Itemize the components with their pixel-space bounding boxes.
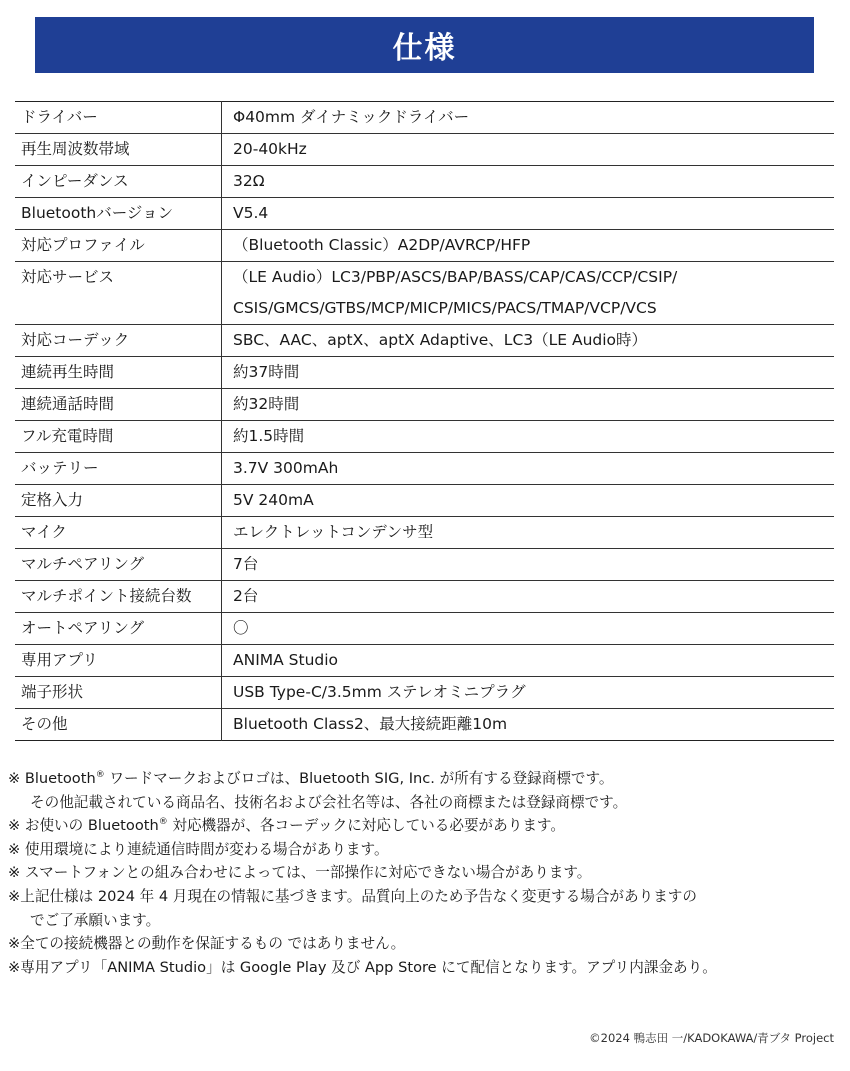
note-trademark-text-b: ワードマークおよびロゴは、Bluetooth SIG, Inc. が所有する登録商標です。: [104, 770, 614, 787]
spec-value: [222, 549, 835, 581]
spec-value-line: 3.7V 300mAh: [233, 459, 339, 477]
spec-row: [15, 357, 834, 389]
spec-value: [222, 230, 835, 262]
spec-label: 連続通話時間: [15, 389, 222, 421]
spec-value-line: Bluetooth Class2、最大接続距離10m: [233, 715, 508, 733]
spec-value-line: ANIMA Studio: [233, 651, 339, 669]
spec-row: [15, 709, 834, 741]
spec-label: フル充電時間: [15, 421, 222, 453]
spec-label: バッテリー: [15, 453, 222, 485]
spec-value: [222, 677, 835, 709]
spec-value-line: エレクトレットコンデンサ型: [233, 523, 434, 541]
note-app: ※専用アプリ「ANIMA Studio」は Google Play 及び App Store にて配信となります。アプリ内課金あり。: [8, 958, 717, 976]
spec-value-line: USB Type-C/3.5mm ステレオミニプラグ: [233, 683, 526, 701]
spec-value-line: V5.4: [233, 204, 269, 222]
spec-label: 定格入力: [15, 485, 222, 517]
registered-mark: ®: [95, 770, 105, 781]
spec-label: マルチペアリング: [15, 549, 222, 581]
spec-table-body: [15, 102, 834, 741]
note-trademark-text-a: ※ Bluetooth: [8, 770, 96, 787]
spec-value: [222, 389, 835, 421]
spec-value-line: 32Ω: [233, 172, 265, 190]
spec-value-line: 約37時間: [233, 363, 300, 381]
spec-value-line: 2台: [233, 587, 259, 605]
spec-value: [222, 262, 835, 325]
spec-label: Bluetoothバージョン: [15, 198, 222, 230]
spec-label: オートペアリング: [15, 613, 222, 645]
spec-row: [15, 645, 834, 677]
spec-row: [15, 613, 834, 645]
title-banner: [35, 17, 814, 73]
spec-label: インピーダンス: [15, 166, 222, 198]
spec-row: [15, 198, 834, 230]
spec-label: その他: [15, 709, 222, 741]
spec-value: [222, 709, 835, 741]
spec-label: マイク: [15, 517, 222, 549]
spec-value-line: Φ40mm ダイナミックドライバー: [233, 108, 470, 126]
spec-row: [15, 230, 834, 262]
spec-label: 再生周波数帯域: [15, 134, 222, 166]
spec-value: [222, 421, 835, 453]
spec-table: [15, 101, 834, 741]
note-smartphone: ※ スマートフォンとの組み合わせによっては、一部操作に対応できない場合があります。: [8, 864, 592, 882]
spec-value: [222, 325, 835, 357]
note-usage-environment: ※ 使用環境により連続通信時間が変わる場合があります。: [8, 840, 389, 858]
spec-value-line: （Bluetooth Classic）A2DP/AVRCP/HFP: [233, 236, 531, 254]
spec-row: [15, 325, 834, 357]
spec-label: 対応コーデック: [15, 325, 222, 357]
spec-value: [222, 485, 835, 517]
copyright-text: ©2024 鴨志田 一/KADOKAWA/青ブタ Project: [589, 1031, 834, 1045]
spec-row: [15, 166, 834, 198]
note-spec-date: ※上記仕様は 2024 年 4 月現在の情報に基づきます。品質向上のため予告なく変更する場合がありますの: [8, 887, 697, 905]
spec-value: [222, 102, 835, 134]
spec-row: [15, 134, 834, 166]
spec-value-line: （LE Audio）LC3/PBP/ASCS/BAP/BASS/CAP/CAS/CCP/CSIP/: [233, 268, 678, 286]
spec-value: [222, 134, 835, 166]
spec-row: [15, 485, 834, 517]
spec-label: 対応サービス: [15, 262, 222, 325]
spec-value-line: 約32時間: [233, 395, 300, 413]
note-spec-date-continued: でご了承願います。: [30, 911, 161, 929]
spec-row: [15, 421, 834, 453]
note-codec-text-a: ※ お使いの Bluetooth: [8, 817, 159, 835]
spec-value: [222, 613, 835, 645]
spec-row: [15, 453, 834, 485]
spec-label: 連続再生時間: [15, 357, 222, 389]
spec-value: [222, 166, 835, 198]
spec-value: [222, 357, 835, 389]
note-trademark: [8, 767, 844, 791]
note-trademark-continued: その他記載されている商品名、技術名および会社名等は、各社の商標または登録商標です。: [30, 793, 628, 811]
spec-label: 対応プロファイル: [15, 230, 222, 262]
note-codec-text-b: 対応機器が、各コーデックに対応している必要があります。: [167, 817, 565, 835]
spec-row: [15, 262, 834, 325]
spec-row: [15, 389, 834, 421]
spec-label: 端子形状: [15, 677, 222, 709]
spec-value-line: 約1.5時間: [233, 427, 305, 445]
spec-value-line: 5V 240mA: [233, 491, 314, 509]
spec-row: [15, 549, 834, 581]
spec-value: [222, 517, 835, 549]
spec-row: [15, 677, 834, 709]
registered-mark: ®: [158, 817, 168, 828]
spec-value-line: 7台: [233, 555, 259, 573]
spec-row: [15, 517, 834, 549]
spec-value-line: CSIS/GMCS/GTBS/MCP/MICP/MICS/PACS/TMAP/VCP/VCS: [233, 299, 657, 317]
spec-value: [222, 645, 835, 677]
note-compatibility: ※全ての接続機器との動作を保証するもの ではありません。: [8, 935, 406, 953]
spec-value-line: 20-40kHz: [233, 140, 307, 158]
notes-section: [8, 767, 844, 979]
spec-value-line: SBC、AAC、aptX、aptX Adaptive、LC3（LE Audio時）: [233, 331, 648, 349]
spec-label: ドライバー: [15, 102, 222, 134]
spec-row: [15, 102, 834, 134]
spec-row: [15, 581, 834, 613]
spec-value-line: 〇: [233, 619, 249, 637]
spec-label: 専用アプリ: [15, 645, 222, 677]
spec-value: [222, 198, 835, 230]
spec-value: [222, 453, 835, 485]
spec-value: [222, 581, 835, 613]
note-codec: [8, 814, 844, 838]
spec-label: マルチポイント接続台数: [15, 581, 222, 613]
page-title: 仕様: [392, 31, 457, 66]
